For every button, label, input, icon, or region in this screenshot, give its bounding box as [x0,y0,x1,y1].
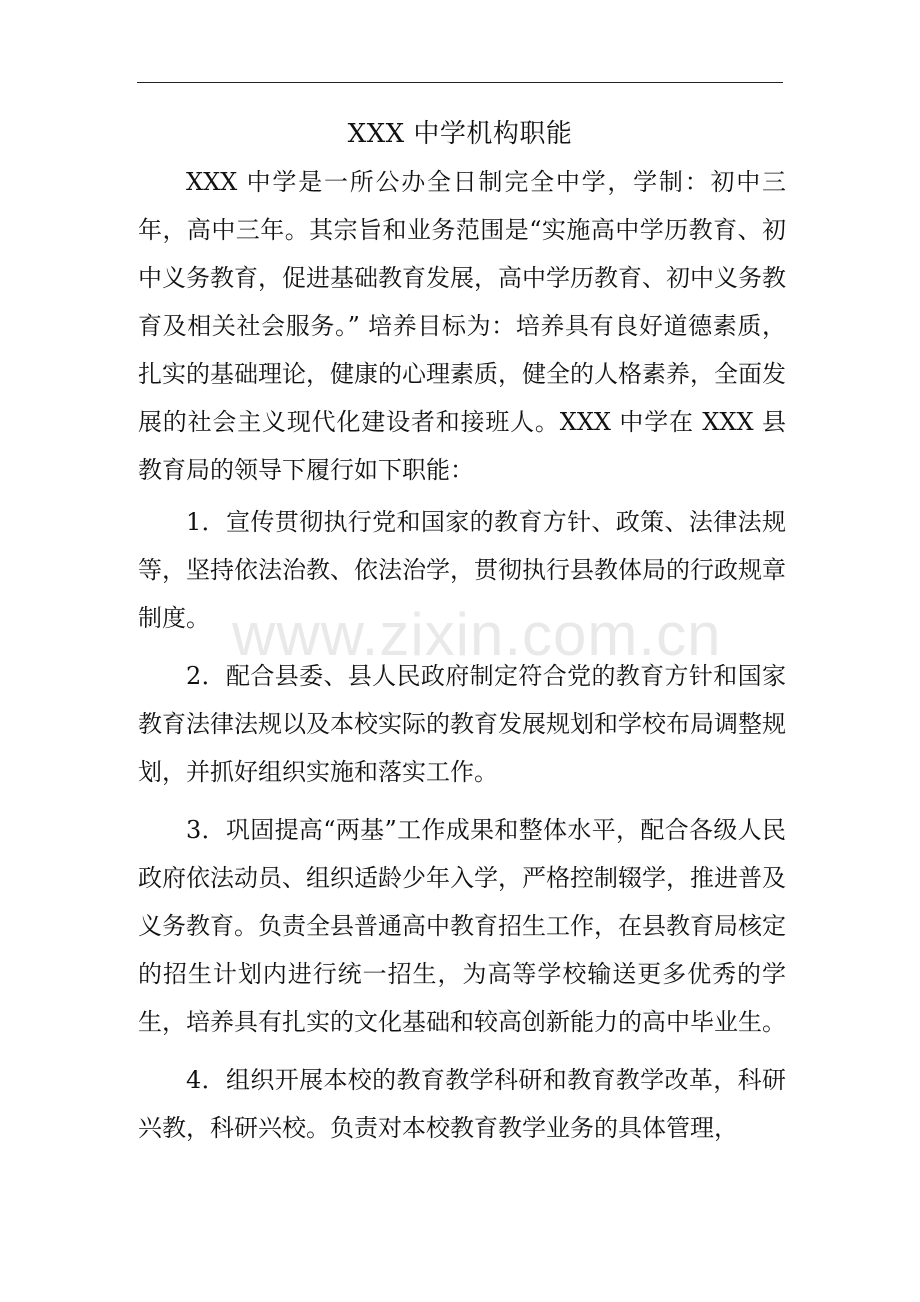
header-rule [137,82,783,83]
duty-paragraph-3: 3．巩固提高“两基”工作成果和整体水平，配合各级人民政府依法动员、组织适龄少年入学，严格控制辍学，推进普及义务教育。负责全县普通高中教育招生工作，在县教育局核定的招生计划内进行统一招生，为高等学校输送更多优秀的学生，培养具有扎实的文化基础和较高创新能力的高中毕业生。 [138,816,786,1036]
duty-paragraph-2: 2．配合县委、县人民政府制定符合党的教育方针和国家教育法律法规以及本校实际的教育发展规划和学校布局调整规划，并抓好组织实施和落实工作。 [138,662,786,786]
document-body [138,158,786,1162]
duty-paragraph-1: 1．宣传贯彻执行党和国家的教育方针、政策、法律法规等，坚持依法治教、依法治学，贯彻执行县教体局的行政规章制度。 [138,508,786,632]
duty-paragraph-4: 4．组织开展本校的教育教学科研和教育教学改革，科研兴教，科研兴校。负责对本校教育教学业务的具体管理， [138,1066,786,1142]
document-title: XXX 中学机构职能 [347,119,573,149]
intro-paragraph: XXX 中学是一所公办全日制完全中学，学制：初中三年，高中三年。其宗旨和业务范围是“实施高中学历教育、初中义务教育，促进基础教育发展，高中学历教育、初中义务教育及相关社会服务。” 培养目标为：培养具有良好道德素质，扎实的基础理论，健康的心理素质，健全的人格素养，全面发展的社会主义现代化建设者和接班人。XXX 中学在 XXX 县教育局的领导下履行如下职能： [138,168,786,484]
watermark: www.zixin.com.cn [232,601,722,668]
